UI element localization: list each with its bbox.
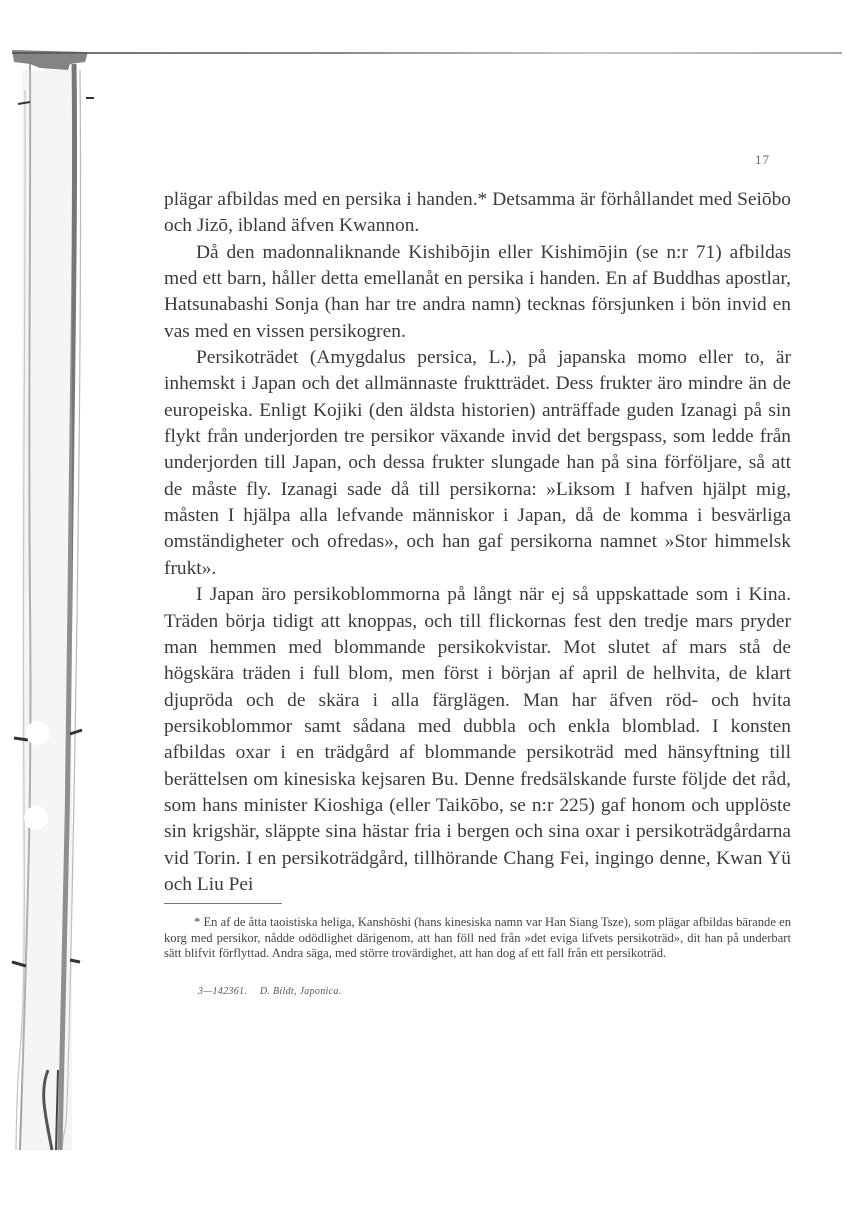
signature-author: D. Bildt, Japonica. xyxy=(259,986,342,997)
footnote-text: * En af de åtta taoistiska heliga, Kanshōshi (hans kinesiska namn var Han Siang Tsze), som plägar afbildas bärande en korg med persikor, nådde odödlighet därigenom, att han föll ned från »det eviga lifvets persikoträd», dit han på underbart sätt blifvit förflyttad. Andra säga, med större trovärdighet, att han dog af ett fall från ett persikoträd. xyxy=(164,915,791,960)
footnote-divider xyxy=(164,903,282,904)
paragraph: Då den madonnaliknande Kishibōjin eller Kishimōjin (se n:r 71) afbildas med ett barn, håller detta emellanåt en persika i handen. En af Buddhas apostlar, Hatsunabashi Sonja (han har tre andra namn) tecknas försjunken i bön invid en vas med en vissen persikogren. xyxy=(164,241,791,342)
paragraph: Persikoträdet (Amygdalus persica, L.), på japanska momo eller to, är inhemskt i Japan och det allmännaste fruktträdet. Dess frukter äro mindre än de europeiska. Enligt Kojiki (den äldsta historien) anträffade guden Izanagi på sin flykt från underjorden tre persikor växande invid det bergspass, som ledde från underjorden till Japan, och dessa frukter slungade han på sina förföljare, så att de måste fly. Izanagi sade då till persikorna: »Liksom I hafven hjälpt mig, måsten I hjälpa alla lefvande människor i Japan, då de komma i besvärliga omständigheter och ofredas», och han gaf persikorna namnet »Stor himmelsk frukt». xyxy=(164,347,791,579)
body-text xyxy=(164,187,791,898)
page-top-edge xyxy=(12,52,842,54)
binding-scan-artifact-icon xyxy=(0,0,100,1200)
book-binding-edge xyxy=(0,0,100,1200)
signature-number: 3—142361. xyxy=(198,986,248,997)
printer-signature xyxy=(198,986,341,997)
paragraph: plägar afbildas med en persika i handen.* Detsamma är förhållandet med Seiōbo och Jizō, ibland äfven Kwannon. xyxy=(164,189,791,237)
page-number: 17 xyxy=(755,152,770,167)
footnote xyxy=(164,915,791,962)
paragraph: I Japan äro persikoblommorna på långt när ej så uppskattade som i Kina. Träden börja tidigt att knoppas, och till flickornas fest den tredje mars pryder man hemmen med blommande persikokvistar. Mot slutet af mars stå de högskära träden i full blom, men först i början af april de helhvita, de klart djupröda och de skära i alla färglägen. Man har äfven röd- och hvita persikoblommor samt sådana med dubbla och enkla blomblad. I konsten afbildas oxar i en trädgård af blommande persikoträd med hänsyftning till berättelsen om kinesiska kejsaren Bu. Denne fredsälskande furste följde det råd, som hans minister Kioshiga (eller Taikōbo, se n:r 225) gaf honom och upplöste sin krigshär, släppte sina hästar fria i bergen och sina oxar i persikoträdgårdarna vid Torin. I en persikoträdgård, tillhörande Chang Fei, ingingo denne, Kwan Yü och Liu Pei xyxy=(164,584,791,895)
